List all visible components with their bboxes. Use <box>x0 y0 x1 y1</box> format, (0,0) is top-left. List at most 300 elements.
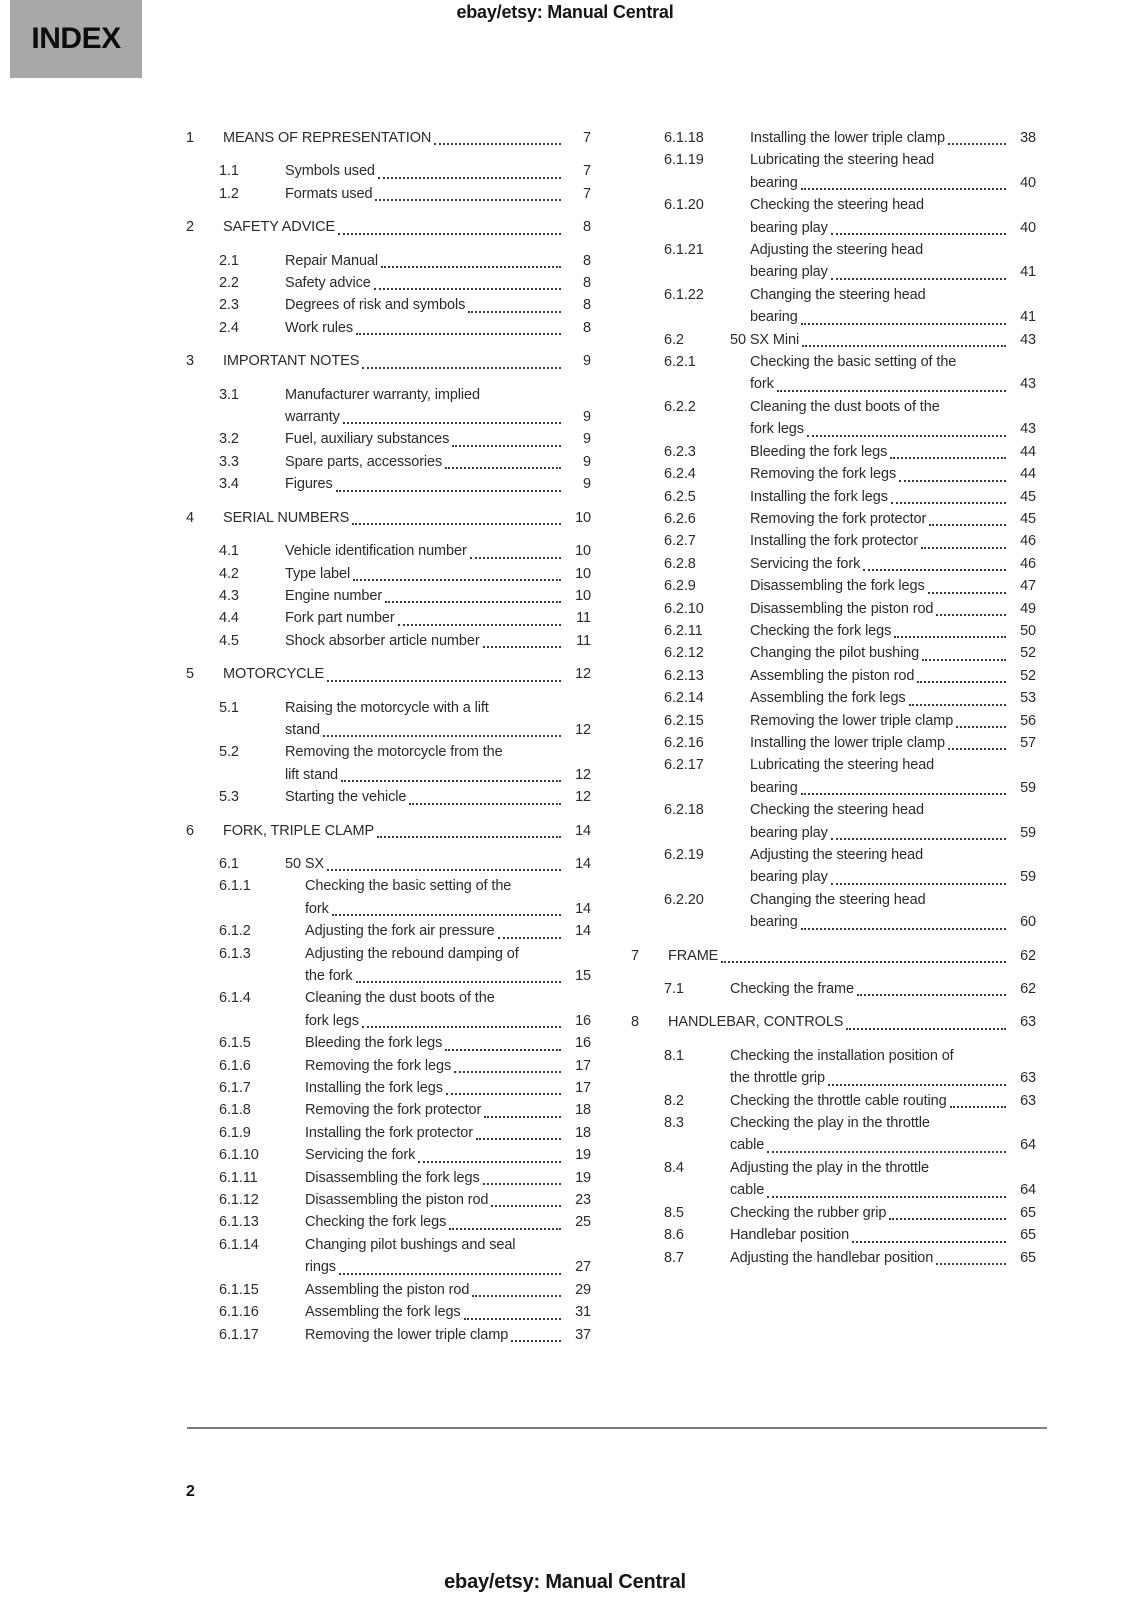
toc-entry-body <box>285 451 591 473</box>
toc-entry-body <box>750 844 1036 889</box>
toc-entry-page: 49 <box>1020 600 1036 617</box>
toc-entry-page: 29 <box>575 1281 591 1298</box>
toc-entry-title: fork <box>305 900 329 917</box>
toc-entry-number: 6.1.9 <box>219 1124 251 1141</box>
dot-leader <box>327 680 561 682</box>
toc-entry-page: 64 <box>1020 1137 1036 1154</box>
toc-entry-number: 6.1 <box>219 855 239 872</box>
toc-entry-number: 5 <box>186 666 194 683</box>
toc-entry-body <box>750 441 1036 463</box>
toc-entry-line <box>305 898 591 920</box>
toc-entry <box>631 463 1036 485</box>
toc-entry <box>631 1247 1036 1269</box>
toc-entry-body <box>305 920 591 942</box>
dot-leader <box>909 704 1006 706</box>
toc-entry-number: 6.1.22 <box>664 286 704 303</box>
toc-entry-number: 6.1.6 <box>219 1057 251 1074</box>
toc-entry <box>631 239 1036 284</box>
toc-entry-number: 6.1.12 <box>219 1192 259 1209</box>
toc-entry-line <box>305 1167 591 1189</box>
toc-entry-body <box>285 697 591 742</box>
toc-entry-number: 2.3 <box>219 297 239 314</box>
toc-entry <box>186 384 591 429</box>
toc-entry-number: 4.4 <box>219 610 239 627</box>
toc-entry-page: 62 <box>1020 981 1036 998</box>
toc-entry-page: 11 <box>576 610 591 627</box>
toc-entry-title: bearing <box>750 309 798 326</box>
toc-entry-title: Checking the steering head <box>750 802 924 819</box>
toc-entry-title: Servicing the fork <box>750 555 861 572</box>
toc-entry-page: 50 <box>1020 622 1036 639</box>
toc-entry <box>631 978 1036 1000</box>
toc-entry-line <box>305 875 591 897</box>
toc-entry-body <box>750 486 1036 508</box>
toc-entry-page: 12 <box>575 766 591 783</box>
toc-entry <box>186 1032 591 1054</box>
dot-leader <box>398 624 561 626</box>
toc-entry-page: 31 <box>575 1304 591 1321</box>
dot-leader <box>831 838 1006 840</box>
page-footer <box>0 1571 1130 1594</box>
toc-entry-title: Safety advice <box>285 275 371 292</box>
toc-entry-line <box>750 620 1036 642</box>
toc-entry <box>186 1189 591 1211</box>
toc-entry <box>186 294 591 316</box>
toc-entry-page: 9 <box>583 476 591 493</box>
toc-entry-body <box>305 1211 591 1233</box>
toc-entry-page: 10 <box>575 587 591 604</box>
toc-entry <box>631 1224 1036 1246</box>
toc-entry-title: stand <box>285 721 320 738</box>
toc-entry-body <box>750 351 1036 396</box>
toc-entry-title: FRAME <box>668 947 719 964</box>
dot-leader <box>831 233 1006 235</box>
toc-entry-line <box>730 1157 1036 1179</box>
dot-leader <box>341 780 561 782</box>
toc-entry-body <box>750 575 1036 597</box>
toc-entry-line <box>305 1324 591 1346</box>
toc-entry-body <box>285 183 591 205</box>
toc-entry-body <box>750 463 1036 485</box>
index-label-box <box>10 0 142 78</box>
toc-entry-line <box>285 406 591 428</box>
toc-entry-line <box>223 350 591 372</box>
toc-entry <box>631 1157 1036 1202</box>
toc-entry-line <box>285 607 591 629</box>
toc-entry-body <box>750 665 1036 687</box>
toc-entry-title: Symbols used <box>285 163 375 180</box>
toc-entry-number: 1.1 <box>219 163 239 180</box>
toc-entry-body <box>730 1112 1036 1157</box>
toc-entry-line <box>285 540 591 562</box>
toc-entry-line <box>730 1247 1036 1269</box>
toc-entry-body <box>285 607 591 629</box>
dot-leader <box>899 480 1006 482</box>
toc-entry-number: 5.1 <box>219 699 239 716</box>
toc-entry-page: 47 <box>1020 578 1036 595</box>
toc-entry-line <box>750 866 1036 888</box>
toc-entry-number: 6.2.9 <box>664 578 696 595</box>
dot-leader <box>928 592 1006 594</box>
toc-entry-title: bearing <box>750 174 798 191</box>
toc-entry-body <box>305 987 591 1032</box>
toc-entry-body <box>750 754 1036 799</box>
toc-entry <box>186 987 591 1032</box>
toc-entry <box>186 1324 591 1346</box>
toc-entry-body <box>668 945 1036 967</box>
dot-leader <box>889 1218 1006 1220</box>
toc-entry-line <box>750 844 1036 866</box>
toc-entry-number: 6.1.1 <box>219 878 251 895</box>
toc-entry-page: 59 <box>1020 779 1036 796</box>
toc-entry-line <box>750 418 1036 440</box>
toc-entry-page: 37 <box>575 1326 591 1343</box>
dot-leader <box>327 869 561 871</box>
toc-entry-number: 6.1.2 <box>219 923 251 940</box>
toc-entry-number: 6.1.5 <box>219 1035 251 1052</box>
toc-entry-page: 38 <box>1020 130 1036 146</box>
toc-entry-page: 10 <box>575 543 591 560</box>
toc-entry-body <box>750 620 1036 642</box>
toc-entry-page: 9 <box>583 431 591 448</box>
toc-entry-body <box>305 1167 591 1189</box>
toc-entry-title: Repair Manual <box>285 252 378 269</box>
toc-entry-number: 8.1 <box>664 1047 684 1064</box>
toc-entry-title: Removing the fork legs <box>750 466 897 483</box>
toc-entry-body <box>305 1144 591 1166</box>
toc-entry-line <box>730 1090 1036 1112</box>
toc-entry-line <box>285 853 591 875</box>
toc-entry-title: Fork part number <box>285 610 395 627</box>
toc-entry-body <box>750 194 1036 239</box>
toc-entry-body <box>285 272 591 294</box>
dot-leader <box>802 345 1006 347</box>
toc-entry-body <box>750 553 1036 575</box>
toc-entry-body <box>285 428 591 450</box>
toc-entry-page: 43 <box>1020 331 1036 348</box>
toc-entry-page: 63 <box>1020 1014 1036 1031</box>
toc-entry-number: 6.2.7 <box>664 533 696 550</box>
toc-entry-number: 6.2.20 <box>664 891 704 908</box>
toc-entry-title: Lubricating the steering head <box>750 757 935 774</box>
toc-entry-title: Installing the fork legs <box>305 1080 443 1097</box>
toc-entry-title: bearing <box>750 914 798 931</box>
toc-entry-line <box>285 428 591 450</box>
toc-entry-body <box>305 1055 591 1077</box>
toc-entry-number: 6.1.17 <box>219 1326 259 1343</box>
toc-entry <box>186 585 591 607</box>
toc-entry-body <box>285 786 591 808</box>
footer-title: ebay/etsy: Manual Central <box>444 1571 686 1593</box>
dot-leader <box>922 659 1006 661</box>
index-label: INDEX <box>31 22 121 55</box>
toc-entry-line <box>668 945 1036 967</box>
toc-entry <box>631 351 1036 396</box>
toc-entry <box>186 943 591 988</box>
toc-entry-line <box>750 777 1036 799</box>
toc-entry-title: MOTORCYCLE <box>223 666 325 683</box>
toc-entry-number: 8.4 <box>664 1159 684 1176</box>
toc-entry-page: 14 <box>575 855 591 872</box>
toc-entry <box>186 183 591 205</box>
toc-entry-line <box>285 563 591 585</box>
dot-leader <box>374 288 561 290</box>
toc-entry-page: 65 <box>1020 1227 1036 1244</box>
toc-entry-body <box>750 799 1036 844</box>
toc-entry-title: Servicing the fork <box>305 1147 416 1164</box>
toc-entry-number: 6.1.21 <box>664 242 704 259</box>
toc-entry-title: cable <box>730 1182 765 1199</box>
toc-entry <box>631 642 1036 664</box>
toc-entry-line <box>305 987 591 1009</box>
toc-entry-line <box>285 451 591 473</box>
toc-entry-page: 14 <box>575 923 591 940</box>
toc-entry-line <box>730 1045 1036 1067</box>
toc-entry-title: SERIAL NUMBERS <box>223 509 350 526</box>
dot-leader <box>449 1228 561 1230</box>
toc-entry-line <box>750 508 1036 530</box>
toc-entry-title: cable <box>730 1137 765 1154</box>
dot-leader <box>948 143 1006 145</box>
toc-entry <box>186 1099 591 1121</box>
toc-entry-title: bearing play <box>750 264 828 281</box>
toc-entry-line <box>750 598 1036 620</box>
toc-entry-body <box>750 396 1036 441</box>
toc-entry-line <box>730 329 1036 351</box>
toc-entry-title: Engine number <box>285 587 383 604</box>
toc-entry-number: 2.2 <box>219 275 239 292</box>
toc-entry-body <box>285 294 591 316</box>
toc-entry-title: Cleaning the dust boots of the <box>305 990 495 1007</box>
toc-entry-page: 8 <box>583 297 591 314</box>
dot-leader <box>352 523 561 525</box>
toc-entry-page: 59 <box>1020 869 1036 886</box>
toc-entry-number: 6.1.3 <box>219 945 251 962</box>
dot-leader <box>339 1273 561 1275</box>
table-of-contents <box>186 127 1036 1346</box>
toc-entry-line <box>285 294 591 316</box>
toc-entry-number: 8.7 <box>664 1249 684 1266</box>
toc-entry-page: 16 <box>575 1035 591 1052</box>
toc-entry <box>186 473 591 495</box>
toc-entry-line <box>285 272 591 294</box>
dot-leader <box>917 681 1006 683</box>
toc-entry-body <box>285 563 591 585</box>
toc-entry-page: 23 <box>575 1192 591 1209</box>
toc-entry-body <box>750 530 1036 552</box>
toc-entry <box>631 799 1036 844</box>
toc-entry-body <box>730 978 1036 1000</box>
toc-entry-body <box>285 250 591 272</box>
toc-entry <box>631 945 1036 967</box>
toc-entry-line <box>750 665 1036 687</box>
toc-entry <box>631 194 1036 239</box>
dot-leader <box>378 177 561 179</box>
toc-entry-page: 16 <box>575 1012 591 1029</box>
toc-entry-number: 6.1.19 <box>664 152 704 169</box>
dot-leader <box>454 1071 561 1073</box>
dot-leader <box>483 1183 561 1185</box>
toc-entry-body <box>668 1011 1036 1033</box>
toc-entry-line <box>750 396 1036 418</box>
toc-entry-line <box>750 194 1036 216</box>
dot-leader <box>468 311 561 313</box>
toc-entry-title: Type label <box>285 565 351 582</box>
toc-entry <box>631 1202 1036 1224</box>
toc-entry-title: IMPORTANT NOTES <box>223 353 360 370</box>
toc-entry-line <box>750 149 1036 171</box>
toc-entry-title: Removing the fork protector <box>750 510 927 527</box>
page-header <box>0 2 1130 23</box>
toc-entry <box>631 620 1036 642</box>
toc-entry-page: 12 <box>575 666 591 683</box>
toc-entry-title: Disassembling the piston rod <box>750 600 934 617</box>
toc-entry <box>186 875 591 920</box>
toc-entry-line <box>750 463 1036 485</box>
toc-entry <box>186 127 591 149</box>
toc-entry-title: Checking the rubber grip <box>730 1204 887 1221</box>
toc-entry-line <box>305 920 591 942</box>
toc-entry <box>631 329 1036 351</box>
toc-entry-title: FORK, TRIPLE CLAMP <box>223 822 375 839</box>
toc-entry-line <box>285 786 591 808</box>
toc-entry <box>186 350 591 372</box>
toc-entry-title: warranty <box>285 409 340 426</box>
toc-entry-title: Checking the fork legs <box>305 1214 447 1231</box>
toc-entry-page: 56 <box>1020 712 1036 729</box>
dot-leader <box>418 1161 561 1163</box>
toc-entry-page: 27 <box>575 1259 591 1276</box>
toc-entry-title: Bleeding the fork legs <box>750 443 888 460</box>
toc-entry-page: 44 <box>1020 443 1036 460</box>
toc-entry-page: 15 <box>575 968 591 984</box>
dot-leader <box>801 188 1006 190</box>
toc-entry-title: Adjusting the handlebar position <box>730 1249 934 1266</box>
toc-entry-body <box>750 149 1036 194</box>
toc-entry <box>186 741 591 786</box>
toc-entry-body <box>730 329 1036 351</box>
toc-entry-body <box>305 1032 591 1054</box>
toc-entry <box>186 507 591 529</box>
toc-column-right <box>631 127 1036 1346</box>
dot-leader <box>894 636 1006 638</box>
toc-entry-number: 6.1.14 <box>219 1236 259 1253</box>
toc-entry <box>186 317 591 339</box>
toc-entry-body <box>305 1234 591 1279</box>
toc-entry-number: 1 <box>186 130 194 146</box>
dot-leader <box>948 748 1006 750</box>
toc-column-left <box>186 127 591 1346</box>
toc-entry-page: 65 <box>1020 1249 1036 1266</box>
toc-entry-title: Lubricating the steering head <box>750 152 935 169</box>
toc-entry-line <box>730 1112 1036 1134</box>
dot-leader <box>464 1318 561 1320</box>
toc-entry-title: Checking the basic setting of the <box>305 878 512 895</box>
toc-entry-number: 6.2.10 <box>664 600 704 617</box>
dot-leader <box>767 1196 1006 1198</box>
toc-entry-page: 62 <box>1020 947 1036 964</box>
toc-entry-line <box>223 216 591 238</box>
toc-entry <box>186 607 591 629</box>
toc-entry-body <box>750 710 1036 732</box>
toc-entry-title: SAFETY ADVICE <box>223 219 336 236</box>
toc-entry-title: Starting the vehicle <box>285 789 407 806</box>
toc-entry-line <box>305 1189 591 1211</box>
toc-entry-number: 6.1.20 <box>664 197 704 214</box>
toc-entry-number: 8.3 <box>664 1115 684 1132</box>
toc-entry-title: Raising the motorcycle with a lift <box>285 699 489 716</box>
toc-entry-body <box>305 1324 591 1346</box>
toc-entry-number: 6.2.6 <box>664 510 696 527</box>
toc-entry-title: Installing the lower triple clamp <box>750 734 945 751</box>
toc-entry-page: 43 <box>1020 376 1036 393</box>
toc-entry-body <box>223 663 591 685</box>
dot-leader <box>343 422 561 424</box>
toc-entry-page: 19 <box>575 1169 591 1186</box>
toc-entry-line <box>750 687 1036 709</box>
toc-entry-title: Installing the fork protector <box>750 533 918 550</box>
toc-entry-title: Figures <box>285 476 333 493</box>
toc-entry-title: fork legs <box>750 421 804 438</box>
toc-entry-page: 41 <box>1020 264 1036 281</box>
toc-entry-line <box>750 754 1036 776</box>
toc-entry-body <box>305 1189 591 1211</box>
toc-entry <box>186 1144 591 1166</box>
toc-entry-title: Removing the lower triple clamp <box>750 712 954 729</box>
toc-entry-number: 7 <box>631 947 639 964</box>
toc-entry-body <box>305 1122 591 1144</box>
toc-entry-number: 6.2 <box>664 331 684 348</box>
toc-entry <box>186 428 591 450</box>
toc-entry-number: 6.2.15 <box>664 712 704 729</box>
dot-leader <box>857 994 1006 996</box>
toc-entry-body <box>305 875 591 920</box>
toc-entry-line <box>730 1179 1036 1201</box>
toc-entry-line <box>730 1202 1036 1224</box>
toc-entry-body <box>285 853 591 875</box>
toc-entry-body <box>730 1247 1036 1269</box>
dot-leader <box>434 143 561 145</box>
toc-entry-title: Checking the play in the throttle <box>730 1115 930 1132</box>
dot-leader <box>950 1106 1006 1108</box>
dot-leader <box>936 614 1006 616</box>
toc-entry-number: 1.2 <box>219 185 239 202</box>
toc-entry-page: 7 <box>583 163 591 180</box>
toc-entry <box>631 1112 1036 1157</box>
dot-leader <box>362 367 561 369</box>
toc-entry-line <box>750 710 1036 732</box>
toc-entry-title: Installing the lower triple clamp <box>750 130 945 146</box>
toc-entry-page: 53 <box>1020 690 1036 707</box>
dot-leader <box>891 502 1006 504</box>
toc-entry-title: Disassembling the piston rod <box>305 1192 489 1209</box>
dot-leader <box>385 601 561 603</box>
toc-entry-line <box>305 1301 591 1323</box>
toc-entry-body <box>223 350 591 372</box>
toc-entry <box>631 687 1036 709</box>
dot-leader <box>831 278 1006 280</box>
toc-entry-title: Checking the steering head <box>750 197 924 214</box>
toc-entry-page: 7 <box>583 185 591 202</box>
dot-leader <box>929 524 1006 526</box>
toc-entry-line <box>305 1055 591 1077</box>
toc-entry-number: 4 <box>186 509 194 526</box>
toc-entry-number: 6.1.11 <box>219 1169 258 1186</box>
toc-entry-line <box>305 1234 591 1256</box>
toc-entry <box>631 127 1036 149</box>
toc-entry <box>631 441 1036 463</box>
toc-entry-body <box>750 284 1036 329</box>
